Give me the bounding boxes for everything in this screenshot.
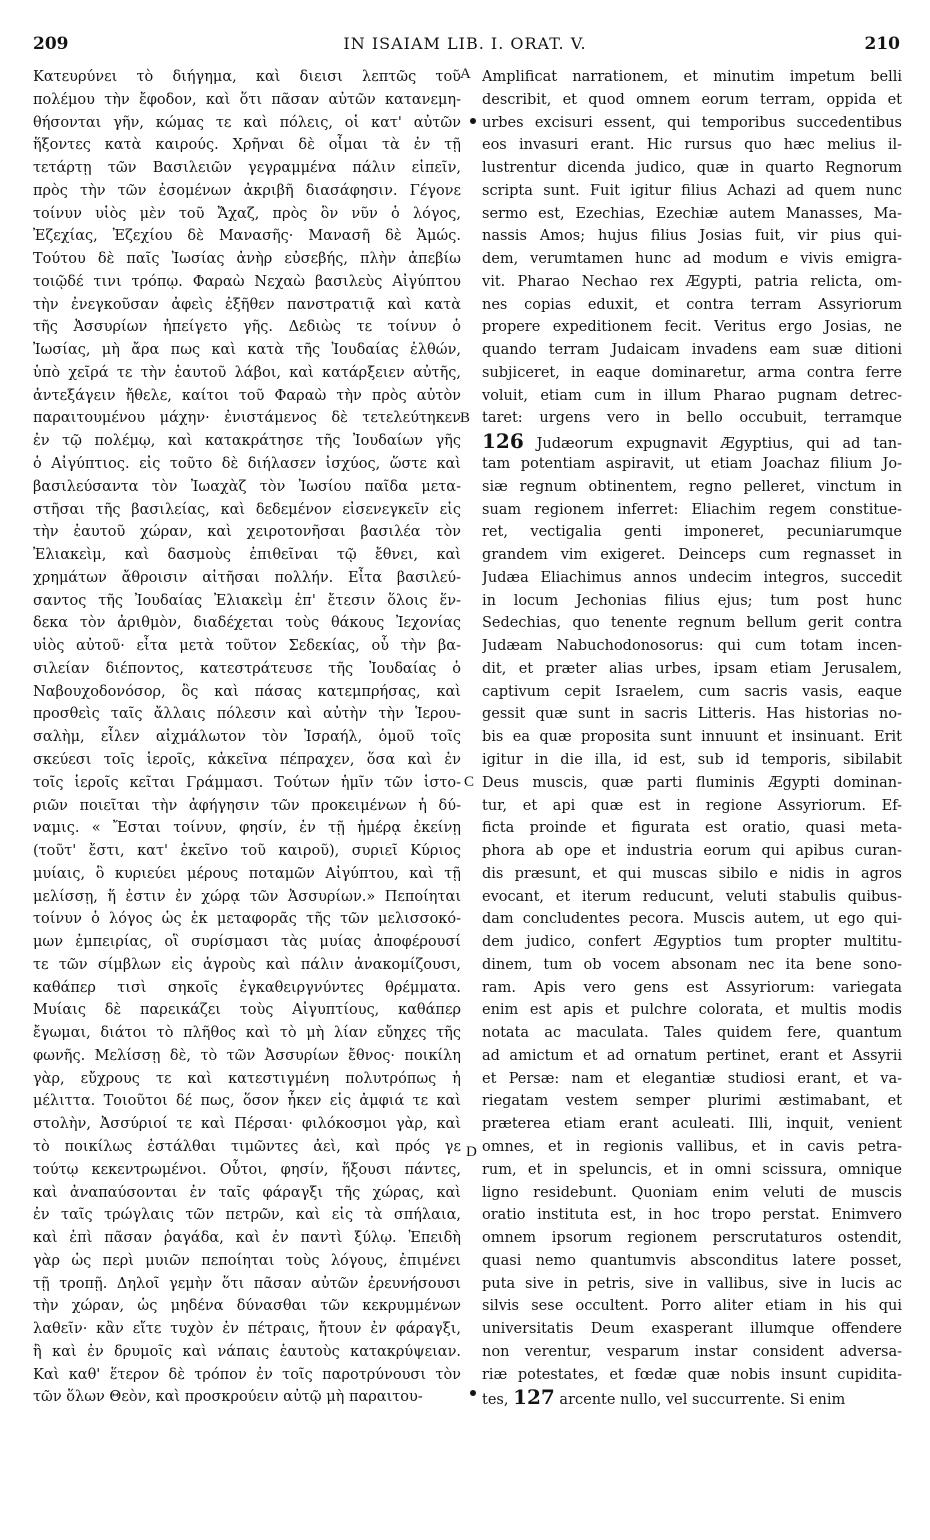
latin-text-line: quando terram Judaicam invadens eam suæ ditioni [482, 342, 902, 359]
latin-text-line: ficta proinde et figurata est oratio, quasi meta- [482, 820, 902, 837]
greek-text-line: ὑπὸ χεῖρά τε τὴν ἑαυτοῦ λάβοι, καὶ κατάρξειεν αὐτῆς, [33, 364, 461, 381]
latin-text-line: eos invasuri erant. Hic rursus quo hæc melius il- [482, 137, 902, 154]
greek-text-line: καθάπερ τισὶ σηκοῖς ἐγκαθειργνύντες θρέμματα. [33, 979, 461, 996]
latin-text-line: phora ab ope et industria eorum qui apibus curan- [482, 843, 902, 860]
marginal-reference-number: 127 [513, 1386, 555, 1410]
latin-text-line: omnes, et in regionis vallibus, et in cavis petra- [482, 1138, 902, 1155]
greek-text-line: ἀντεξάγειν ἤθελε, καίτοι τοῦ Φαραὼ τὴν πρὸς αὐτὸν [33, 387, 461, 404]
latin-text-line: Judæa Eliachimus annos undecim integros, succedit [482, 569, 902, 586]
latin-text-line: silvis sese occultent. Porro aliter etiam in his qui [482, 1298, 902, 1315]
latin-text-line: Sedechias, quo tenente regnum bellum gerit contra [482, 615, 902, 632]
greek-text-line: Καὶ καθ' ἕτερον δὲ τρόπον ἐν τοῖς παροτρύνουσι τὸν [33, 1366, 461, 1383]
greek-text-line: χρημάτων ἄθροισιν αἰτῆσαι πολλήν. Εἶτα βασιλεύ- [33, 569, 461, 586]
latin-text-line: puta sive in petris, sive in vallibus, sive in lucis ac [482, 1275, 902, 1292]
latin-text-line: non verentur, vesparum instar consident adversa- [482, 1343, 902, 1360]
greek-text-line: τὴν ἑαυτοῦ χώραν, καὶ χειροτονῆσαι βασιλέα τὸν [33, 524, 461, 541]
greek-text-line: στῆσαι τῆς βασιλείας, καὶ δεδεμένον εἰσενεγκεῖν εἰς [33, 501, 461, 518]
latin-text-line: subjiceret, in eaque dominaretur, arma contra ferre [482, 364, 902, 381]
greek-text-column [33, 66, 461, 1409]
latin-text-line: dis præsunt, et qui muscas sibilo e nidis in agros [482, 865, 902, 882]
latin-text-line: nassis Amos; hujus filius Josias fuit, vir pius qui- [482, 228, 902, 245]
greek-text-line: καὶ ἀναπαύσονται ἐν ταῖς φάραγξι τῆς χώρας, καὶ [33, 1184, 461, 1201]
greek-text-line: Ἐλιακεὶμ, καὶ δασμοὺς ἐπιθεῖναι τῷ ἔθνει, καὶ [33, 547, 461, 564]
greek-text-line: τῇ τροπῇ. Δηλοῖ γεμὴν ὅτι πᾶσαν αὐτῶν ἐρευνήσουσι [33, 1275, 461, 1292]
latin-text-line: urbes excisuri essent, qui temporibus succedentibus [482, 114, 902, 131]
greek-text-line: σαλὴμ, εἷλεν αἰχμάλωτον τὸν Ἰσραήλ, ὁμοῦ τοῖς [33, 729, 461, 746]
greek-text-line: τοίνυν υἱὸς μὲν τοῦ Ἄχαζ, πρὸς ὃν νῦν ὁ λόγος, [33, 205, 461, 222]
latin-text-line: tur, et api quæ est in regione Assyriorum. Ef- [482, 797, 902, 814]
latin-text-line: vit. Pharao Nechao rex Ægypti, patria relicta, om- [482, 273, 902, 290]
running-title: IN ISAIAM LIB. I. ORAT. V. [343, 34, 587, 53]
latin-text-line: voluit, etiam cum in illum Pharao pugnam detrec- [482, 387, 902, 404]
running-header [0, 34, 930, 58]
greek-text-line: προσθεὶς ταῖς ἄλλαις πόλεσιν καὶ αὐτὴν τὴν Ἱερου- [33, 706, 461, 723]
latin-text-line: ret, vectigalia genti imponeret, pecuniarumque [482, 524, 902, 541]
latin-text-line: ad amictum et ad ornatum pertinet, erant et Assyrii [482, 1047, 902, 1064]
latin-text-line: quasi nemo quantumvis absconditus latere posset, [482, 1252, 902, 1269]
latin-text-line: ram. Apis vero gens est Assyriorum: variegata [482, 979, 902, 996]
page-number-right: 210 [864, 34, 900, 54]
latin-text-line: omnem ipsorum regionem perscrutaturos ostendit, [482, 1230, 902, 1247]
latin-text-line: suam regionem inferret: Eliachim regem constitue- [482, 501, 902, 518]
greek-text-line: πολέμου τὴν ἔφοδον, καὶ ὅτι πᾶσαν αὐτῶν κατανεμη- [33, 91, 461, 108]
greek-text-line: Τούτου δὲ παῖς Ἰωσίας ἀνὴρ εὐσεβής, πλὴν ἀπεβίω [33, 251, 461, 268]
greek-text-line: τούτῳ κεκεντρωμένοι. Οὗτοι, φησίν, ἥξουσι πάντες, [33, 1161, 461, 1178]
latin-text-line: lustrentur dicenda judico, quæ in quarto Regnorum [482, 160, 902, 177]
greek-text-line: Ναβουχοδονόσορ, ὃς καὶ πάσας κατεμπρήσας, καὶ [33, 683, 461, 700]
margin-letter-c: C [464, 774, 475, 790]
latin-text-line: in locum Jechonias filius ejus; tum post hunc [482, 592, 902, 609]
greek-text-line: μελίσσῃ, ἥ ἐστιν ἐν χώρᾳ τῶν Ἀσσυρίων.» Πεποίηται [33, 888, 461, 905]
latin-text-line: dem, verumtamen hunc ad modum e vivis emigra- [482, 251, 902, 268]
latin-text-line: gessit quæ sunt in sacris Litteris. Has historias no- [482, 706, 902, 723]
latin-text-line: riegatam vestem semper plurimi æstimabant, et [482, 1093, 902, 1110]
greek-text-line: τοίνυν ὁ λόγος ὡς ἐκ μεταφορᾶς τῆς τῶν μελισσοκό- [33, 911, 461, 928]
greek-text-line: Ἐζεχίας, Ἐζεχίου δὲ Μανασῆς· Μανασῆ δὲ Ἀμώς. [33, 228, 461, 245]
latin-text-line: grandem vim exigeret. Deinceps cum regnasset in [482, 547, 902, 564]
greek-text-line: λαθεῖν· κἂν εἴτε τυχὸν ἐν πέτραις, ἤτουν ἐν φάραγξι, [33, 1321, 461, 1338]
latin-text-line: rum, et in speluncis, et in omni scissura, omnique [482, 1161, 902, 1178]
greek-text-line: ναμις. « Ἔσται τοίνυν, φησίν, ἐν τῇ ἡμέρᾳ ἐκείνῃ [33, 820, 461, 837]
greek-text-line: υἱὸς αὐτοῦ· εἶτα μετὰ τοῦτον Σεδεκίας, οὗ τὴν βα- [33, 638, 461, 655]
greek-text-line: ἔγωμαι, διάτοι τὸ πλῆθος καὶ τὸ μὴ λίαν εὔηχες τῆς [33, 1025, 461, 1042]
greek-text-line: τὴν χώραν, ὡς μηδένα δύνασθαι τῶν κεκρυμμένων [33, 1298, 461, 1315]
greek-text-line: ἢ καὶ ἐν δρυμοῖς καὶ νάπαις ἑαυτοὺς κατακρύψειαν. [33, 1343, 461, 1360]
latin-text-line: scripta sunt. Fuit igitur filius Achazi ad quem nunc [482, 182, 902, 199]
greek-text-line: γὰρ ὡς περὶ μυιῶν πεποίηται τοὺς λόγους, ἐπιμένει [33, 1252, 461, 1269]
greek-text-line: γὰρ, εὔχρους τε καὶ κατεστιγμένη πολυτρόπως ἡ [33, 1070, 461, 1087]
greek-text-line: ἐν τῷ πολέμῳ, καὶ κατακράτησε τῆς Ἰουδαίων γῆς [33, 433, 461, 450]
latin-text-line: bis ea quæ proposita sunt innuunt et insinuant. Erit [482, 729, 902, 746]
greek-text-line: τοιῷδέ τινι τρόπῳ. Φαραὼ Νεχαὼ βασιλεὺς Αἰγύπτου [33, 273, 461, 290]
greek-text-line: σκεύεσι τοῖς ἱεροῖς, κἀκεῖνα πέπραχεν, ὅσα καὶ ἐν [33, 751, 461, 768]
greek-text-line: καὶ ἐπὶ πᾶσαν ῥαγάδα, καὶ ἐν παντὶ ξύλῳ. Ἐπειδὴ [33, 1230, 461, 1247]
latin-text-line: propere expeditionem fecit. Veritus ergo Josias, ne [482, 319, 902, 336]
latin-text-line: præterea etiam erant aculeati. Illi, inquit, venient [482, 1116, 902, 1133]
latin-text-line: captivum cepit Israelem, cum sacris vasis, eaque [482, 683, 902, 700]
greek-text-line: τὸ ποικίλως ἐστάλθαι τιμῶντες ἀεὶ, καὶ πρός γε [33, 1138, 461, 1155]
page-number-left: 209 [33, 34, 69, 54]
greek-text-line: τε τῶν σίμβλων εἰς ἀγροὺς καὶ πάλιν ἀνακομίζουσι, [33, 956, 461, 973]
greek-text-line: τετάρτῃ τῶν Βασιλειῶν γεγραμμένα πάλιν εἰπεῖν, [33, 160, 461, 177]
margin-letter-a: A [460, 66, 471, 82]
greek-text-line: τῆς Ἀσσυρίων ἠπείγετο γῆς. Δεδιὼς τε τοίνυν ὁ [33, 319, 461, 336]
margin-letter-d: D [466, 1144, 477, 1160]
latin-text-line: oratio instituta est, in hoc tropo perstat. Enimvero [482, 1207, 902, 1224]
greek-text-line: Ἰωσίας, μὴ ἄρα πως καὶ κατὰ τῆς Ἰουδαίας ἐλθών, [33, 342, 461, 359]
greek-text-line: Κατευρύνει τὸ διήγημα, καὶ διεισι λεπτῶς τοῦ [33, 69, 461, 85]
greek-text-line: μέλιττα. Τοιοῦτοι δέ πως, ὅσον ἧκεν εἰς ἀμφιά τε καὶ [33, 1093, 461, 1110]
greek-text-line: θήσονται γῆν, κώμας τε καὶ πόλεις, οἱ κατ' αὐτῶν [33, 114, 461, 131]
latin-text-line: notata ac maculata. Tales quidem fere, quantum [482, 1025, 902, 1042]
greek-text-line: μυίαις, ὃ κυριεύει μέρους ποταμῶν Αἰγύπτου, καὶ τῇ [33, 865, 461, 882]
greek-text-line: ἐν ταῖς τρώγλαις τῶν πετρῶν, καὶ εἰς τὰ σπήλαια, [33, 1207, 461, 1224]
latin-text-line: dinem, tum ob vocem absonam nec ita bene sono- [482, 956, 902, 973]
greek-text-line: τῶν ὅλων Θεὸν, καὶ προσκρούειν αὐτῷ μὴ παραιτου- [33, 1389, 423, 1406]
greek-text-line: (τοῦτ' ἔστι, κατ' ἐκεῖνο τοῦ καιροῦ), συριεῖ Κύριος [33, 843, 461, 860]
greek-text-line: τὴν ἐνεγκοῦσαν ἀφεὶς ἐξῆθεν πανστρατιᾷ καὶ κατὰ [33, 296, 461, 313]
margin-bullet [470, 1390, 476, 1396]
margin-letter-b: B [460, 410, 471, 426]
greek-text-line: ὁ Αἰγύπτιος. εἰς τοῦτο δὲ διήλασεν ἰσχύος, ὥστε καὶ [33, 456, 461, 473]
greek-text-line: πρὸς τὴν τῶν ἐσομένων ἀκριβῆ διασάφησιν. Γέγονε [33, 182, 461, 199]
latin-text-line: sermo est, Ezechias, Ezechiæ autem Manasses, Ma- [482, 205, 902, 222]
latin-text-line: riæ potestates, et fœdæ quæ nobis insunt cupidita- [482, 1366, 902, 1383]
margin-bullet [470, 118, 476, 124]
latin-text-line: tam potentiam aspiravit, ut etiam Joachaz filium Jo- [482, 456, 902, 473]
greek-text-line: ριῶν ποιεῖται τὴν ἀφήγησιν τῶν προκειμένων ἡ δύ- [33, 797, 461, 814]
latin-text-line: universitatis Deum exasperant illumque offendere [482, 1321, 902, 1338]
latin-text-line: nes copias eduxit, et contra terram Assyriorum [482, 296, 902, 313]
greek-text-line: βασιλεύσαντα τὸν Ἰωαχὰζ τὸν Ἰωσίου παῖδα μετα- [33, 478, 461, 495]
latin-text-line: dit, et præter alias urbes, ipsam etiam Jerusalem, [482, 660, 902, 677]
greek-text-line: τοῖς ἱεροῖς κεῖται Γράμμασι. Τούτων ἡμῖν τῶν ἱστο- [33, 774, 461, 791]
latin-text-line: enim est apis et pulchre colorata, et multis modis [482, 1002, 902, 1019]
latin-text-line: dam concludentes pecora. Muscis autem, ut ego qui- [482, 911, 902, 928]
latin-text-line: et Persæ: nam et elegantiæ studiosi erant, et va- [482, 1070, 902, 1087]
latin-text-line: describit, et quod omnem eorum terram, oppida et [482, 91, 902, 108]
latin-text-line: siæ regnum obtinentem, regno pelleret, vinctum in [482, 478, 902, 495]
marginal-reference-number: 126 [482, 430, 524, 454]
latin-text-line: Judæam Nabuchodonosorus: qui cum totam incen- [482, 638, 902, 655]
greek-text-line: σιλείαν διέποντος, κατεστράτευσε τῆς Ἰουδαίας ὁ [33, 660, 461, 677]
latin-text-line: Amplificat narrationem, et minutim impetum belli [482, 69, 902, 85]
latin-text-line: taret: urgens vero in bello occubuit, terramque [482, 410, 902, 427]
greek-text-line: μων ἐμπειρίας, οἳ συρίσμασι τὰς μυίας ἀποφέρουσί [33, 934, 461, 951]
greek-text-line: Μυίαις δὲ παρεικάζει τοὺς Αἰγυπτίους, καθάπερ [33, 1002, 461, 1019]
latin-text-line: tes, 127 arcente nullo, vel succurrente. Si enim [482, 1386, 846, 1410]
greek-text-line: στολὴν, Ἀσσύριοί τε καὶ Πέρσαι· φιλόκοσμοι γὰρ, καὶ [33, 1116, 461, 1133]
latin-text-line: evocant, et iterum reducunt, veluti stabulis quibus- [482, 888, 902, 905]
latin-text-line: Deus muscis, quæ parti fluminis Ægypti dominan- [482, 774, 902, 791]
latin-text-line: igitur in die illa, id est, sub id temporis, sibilabit [482, 751, 902, 768]
latin-text-column [482, 66, 902, 1409]
greek-text-line: παραιτουμένου μάχην· ἐνιστάμενος δὲ τετελεύτηκεν [33, 410, 461, 427]
greek-text-line: σαντος τῆς Ἰουδαίας Ἐλιακεὶμ ἐπ' ἔτεσιν ὅλοις ἕν- [33, 592, 461, 609]
latin-text-line: dem judico, confert Ægyptios tum propter multitu- [482, 934, 902, 951]
latin-text-line: 126 Judæorum expugnavit Ægyptius, qui ad tan- [482, 430, 902, 454]
greek-text-line: δεκα τὸν ἀριθμὸν, διαδέχεται τοὺς θάκους Ἰεχονίας [33, 615, 461, 632]
greek-text-line: ἥξοντες κατὰ καιρούς. Χρῆναι δὲ οἶμαι τὰ ἐν τῇ [33, 137, 461, 154]
greek-text-line: φωνῆς. Μελίσσῃ δὲ, τὸ τῶν Ἀσσυρίων ἔθνος· ποικίλη [33, 1047, 461, 1064]
latin-text-line: ligno residebunt. Quoniam enim veluti de muscis [482, 1184, 902, 1201]
